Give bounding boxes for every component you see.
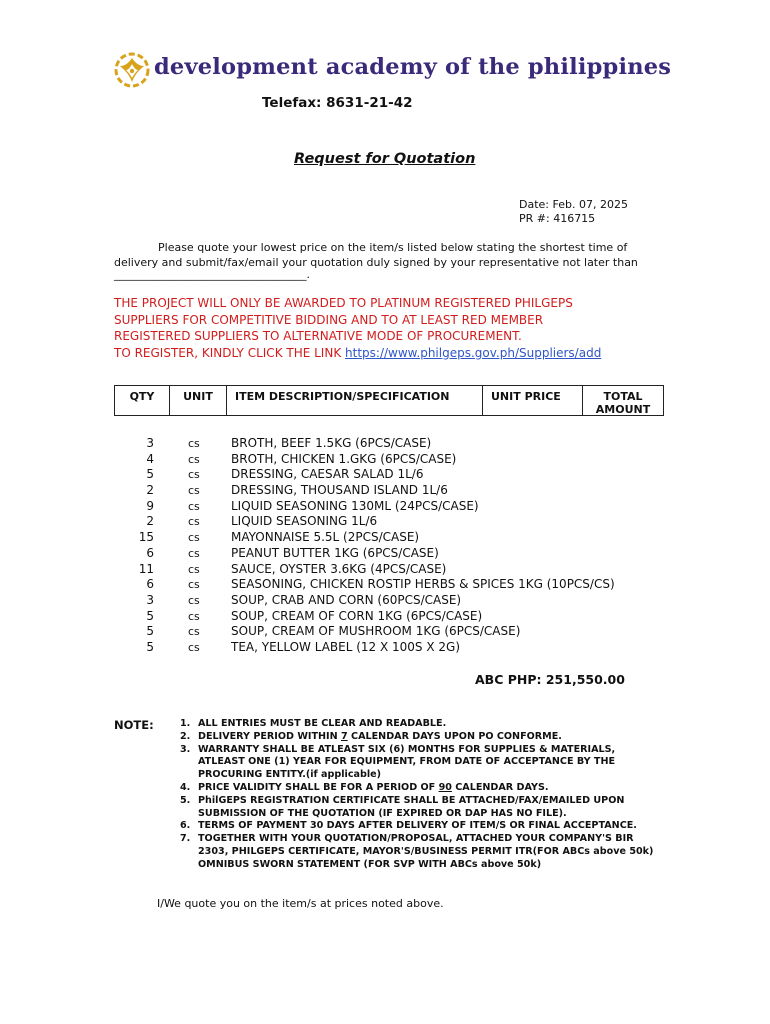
notice-line: REGISTERED SUPPLIERS TO ALTERNATIVE MODE OF PROCUREMENT.: [114, 329, 522, 343]
item-unit: cs: [188, 515, 200, 529]
register-text: TO REGISTER, KINDLY CLICK THE LINK: [114, 345, 342, 360]
table-row: [114, 530, 674, 546]
item-qty: 5: [146, 639, 154, 654]
note-text: DELIVERY PERIOD WITHIN: [198, 730, 341, 742]
items-table-header: [114, 385, 664, 416]
philgeps-register-link[interactable]: https://www.philgeps.gov.ph/Suppliers/add: [345, 345, 602, 360]
item-description: SOUP, CRAB AND CORN (60PCS/CASE): [231, 592, 462, 607]
item-qty: 2: [146, 483, 154, 498]
note-item: [180, 744, 660, 782]
page-title: Request for Quotation: [294, 151, 476, 167]
header-unit-price: UNIT PRICE: [483, 386, 583, 415]
header-description: ITEM DESCRIPTION/SPECIFICATION: [227, 386, 483, 415]
item-unit: cs: [188, 609, 200, 623]
item-qty: 15: [138, 530, 154, 545]
item-unit: cs: [188, 468, 200, 482]
note-text: PhilGEPS REGISTRATION CERTIFICATE SHALL BE ATTACHED/FAX/EMAILED UPON SUBMISSION OF THE QUOTATION (IF EXPIRED OR DAP HAS NO FILE).: [198, 794, 625, 819]
philgeps-notice: [114, 295, 674, 361]
note-number: 1.: [180, 718, 191, 729]
notice-register-line: [114, 345, 674, 362]
item-description: LIQUID SEASONING 1L/6: [231, 514, 378, 529]
item-description: MAYONNAISE 5.5L (2PCS/CASE): [231, 530, 420, 545]
telefax: Telefax: 8631-21-42: [262, 95, 413, 111]
item-description: SAUCE, OYSTER 3.6KG (4PCS/CASE): [231, 561, 447, 576]
items-list: [114, 436, 674, 656]
item-unit: cs: [188, 484, 200, 498]
document-date: Date: Feb. 07, 2025: [519, 198, 628, 211]
item-unit: cs: [188, 562, 200, 576]
note-number: 2.: [180, 730, 191, 742]
table-row: [114, 609, 674, 625]
table-row: [114, 593, 674, 609]
pr-number: PR #: 416715: [519, 212, 596, 225]
item-description: DRESSING, CAESAR SALAD 1L/6: [231, 467, 424, 482]
item-description: BROTH, CHICKEN 1.GKG (6PCS/CASE): [231, 451, 457, 466]
item-description: BROTH, BEEF 1.5KG (6PCS/CASE): [231, 436, 432, 450]
table-row: [114, 436, 674, 452]
item-unit: cs: [188, 437, 200, 450]
note-item: [180, 820, 660, 833]
table-row: [114, 546, 674, 562]
item-unit: cs: [188, 640, 200, 654]
note-item: [180, 833, 660, 871]
item-qty: 2: [146, 514, 154, 529]
item-unit: cs: [188, 546, 200, 560]
table-row: [114, 624, 674, 640]
note-number: 7.: [180, 833, 191, 845]
item-qty: 11: [138, 561, 154, 576]
table-row: [114, 640, 674, 656]
deadline-blank: ___________________________________.: [114, 268, 310, 281]
note-item: [180, 718, 660, 731]
item-description: SOUP, CREAM OF MUSHROOM 1KG (6PCS/CASE): [231, 624, 521, 639]
note-emphasis: 7: [341, 730, 348, 742]
table-row: [114, 452, 674, 468]
intro-paragraph: Please quote your lowest price on the item/s listed below stating the shortest time of delivery and submit/fax/email your quotation duly signed by your representative not later than: [114, 241, 638, 269]
organization-name: development academy of the philippines: [154, 54, 672, 80]
item-qty: 3: [146, 436, 154, 450]
item-description: SEASONING, CHICKEN ROSTIP HERBS & SPICES 1KG (10PCS/CS): [231, 577, 615, 592]
item-qty: 6: [146, 577, 154, 592]
note-text: TOGETHER WITH YOUR QUOTATION/PROPOSAL, ATTACHED YOUR COMPANY'S BIR 2303, PHILGEPS CERTIFICATE, MAYOR'S/BUSINESS PERMIT ITR(FOR ABCs above 50k) OMNIBUS SWORN STATEMENT (FOR SVP WITH ABCs above 50k): [198, 833, 654, 870]
header-total-line1: TOTAL: [603, 390, 643, 403]
note-text: WARRANTY SHALL BE ATLEAST SIX (6) MONTHS FOR SUPPLIES & MATERIALS, ATLEAST ONE (1) YEAR FOR EQUIPMENT, FROM DATE OF ACCEPTANCE BY THE PROCURING ENTITY.(if applicable): [198, 743, 616, 781]
note-item: [180, 795, 660, 821]
item-unit: cs: [188, 499, 200, 513]
item-qty: 3: [146, 592, 154, 607]
table-row: [114, 562, 674, 578]
item-unit: cs: [188, 531, 200, 545]
item-qty: 5: [146, 624, 154, 639]
note-text: TERMS OF PAYMENT 30 DAYS AFTER DELIVERY OF ITEM/S OR FINAL ACCEPTANCE.: [198, 820, 637, 832]
note-emphasis: 90: [438, 781, 452, 793]
notice-line: SUPPLIERS FOR COMPETITIVE BIDDING AND TO AT LEAST RED MEMBER: [114, 312, 544, 327]
abc-amount: ABC PHP: 251,550.00: [475, 672, 625, 687]
header-unit: UNIT: [170, 386, 227, 415]
item-unit: cs: [188, 578, 200, 592]
table-row: [114, 499, 674, 515]
header-total-line2: AMOUNT: [595, 403, 651, 416]
item-qty: 5: [146, 608, 154, 623]
note-text: CALENDAR DAYS.: [451, 781, 549, 793]
note-number: 4.: [180, 781, 191, 793]
note-item: [180, 782, 660, 795]
note-text: ALL ENTRIES MUST BE CLEAR AND READABLE.: [198, 718, 447, 729]
note-number: 3.: [180, 743, 191, 755]
item-description: PEANUT BUTTER 1KG (6PCS/CASE): [231, 545, 439, 560]
item-unit: cs: [188, 452, 200, 466]
note-text: PRICE VALIDITY SHALL BE FOR A PERIOD OF: [198, 781, 439, 793]
item-description: SOUP, CREAM OF CORN 1KG (6PCS/CASE): [231, 608, 483, 623]
note-label: NOTE:: [114, 718, 154, 732]
item-unit: cs: [188, 593, 200, 607]
note-number: 6.: [180, 820, 191, 832]
notes-list: [180, 718, 660, 872]
item-qty: 5: [146, 467, 154, 482]
header-total-amount: [583, 386, 663, 415]
note-number: 5.: [180, 794, 191, 806]
item-description: TEA, YELLOW LABEL (12 X 100S X 2G): [231, 639, 461, 654]
item-unit: cs: [188, 625, 200, 639]
table-row: [114, 483, 674, 499]
item-qty: 4: [146, 451, 154, 466]
item-description: LIQUID SEASONING 130ML (24PCS/CASE): [231, 498, 479, 513]
note-item: [180, 731, 660, 744]
table-row: [114, 577, 674, 593]
notice-line: THE PROJECT WILL ONLY BE AWARDED TO PLATINUM REGISTERED PHILGEPS: [114, 296, 573, 310]
dap-logo-icon: [114, 52, 150, 88]
note-text: CALENDAR DAYS UPON PO CONFORME.: [347, 730, 562, 742]
table-row: [114, 514, 674, 530]
table-row: [114, 467, 674, 483]
closing-statement: I/We quote you on the item/s at prices noted above.: [157, 897, 444, 910]
item-qty: 6: [146, 545, 154, 560]
item-description: DRESSING, THOUSAND ISLAND 1L/6: [231, 483, 448, 498]
header-qty: QTY: [115, 386, 170, 415]
item-qty: 9: [146, 498, 154, 513]
